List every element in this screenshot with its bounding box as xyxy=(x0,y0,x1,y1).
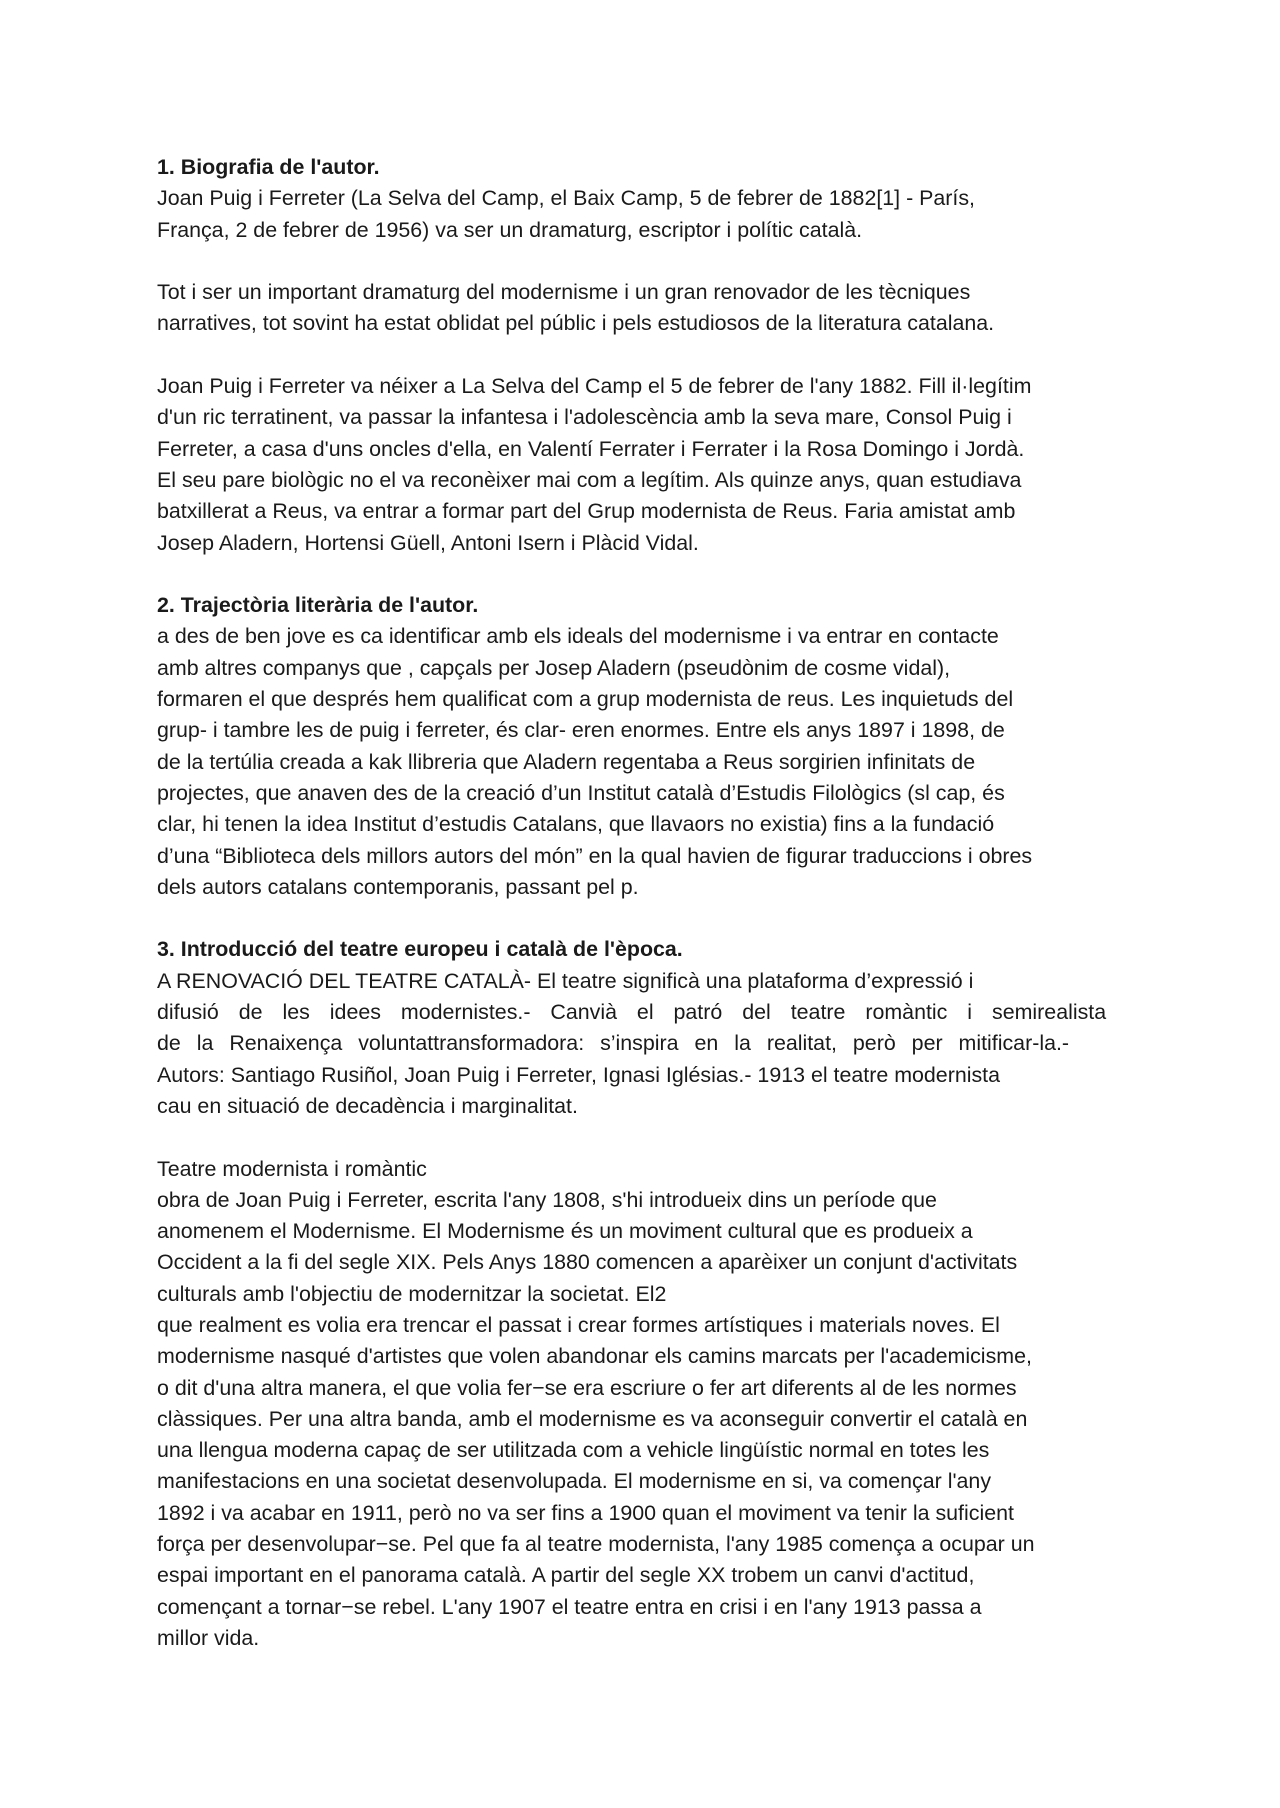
paragraph xyxy=(157,621,1132,903)
text-line: 1892 i va acabar en 1911, però no va ser fins a 1900 quan el moviment va tenir la suficient xyxy=(157,1500,1014,1525)
text-line: modernisme nasqué d'artistes que volen abandonar els camins marcats per l'academicisme, xyxy=(157,1344,1032,1369)
text-line: batxillerat a Reus, va entrar a formar part del Grup modernista de Reus. Faria amistat amb xyxy=(157,499,1016,524)
text-line: Joan Puig i Ferreter (La Selva del Camp, el Baix Camp, 5 de febrer de 1882[1] - París, xyxy=(157,186,976,211)
text-line: començant a tornar−se rebel. L'any 1907 el teatre entra en crisi i en l'any 1913 passa a xyxy=(157,1594,982,1619)
paragraph xyxy=(157,277,1132,340)
text-line: El seu pare biològic no el va reconèixer mai com a legítim. Als quinze anys, quan estudiava xyxy=(157,467,1022,492)
section-heading: 1. Biografia de l'autor. xyxy=(157,155,380,179)
text-line: que realment es volia era trencar el passat i crear formes artístiques i materials noves. El xyxy=(157,1312,1000,1337)
text-line: cau en situació de decadència i marginalitat. xyxy=(157,1093,578,1118)
text-line: clar, hi tenen la idea Institut d’estudis Catalans, que llavaors no existia) fins a la fundació xyxy=(157,812,995,837)
text-line: projectes, que anaven des de la creació d’un Institut català d’Estudis Filològics (sl cap, és xyxy=(157,780,1005,805)
text-line: A RENOVACIÓ DEL TEATRE CATALÀ- El teatre significà una plataforma d’expressió i xyxy=(157,968,974,993)
section-heading: 2. Trajectòria literària de l'autor. xyxy=(157,593,479,618)
text-line: espai important en el panorama català. A partir del segle XX trobem un canvi d'actitud, xyxy=(157,1563,975,1588)
text-line: de la tertúlia creada a kak llibreria que Aladern regentaba a Reus sorgirien infinitats de xyxy=(157,749,976,774)
text-line: a des de ben jove es ca identificar amb els ideals del modernisme i va entrar en contacte xyxy=(157,624,999,649)
text-line: Occident a la fi del segle XIX. Pels Anys 1880 comencen a aparèixer un conjunt d'activitats xyxy=(157,1250,1018,1275)
text-line: formaren el que després hem qualificat com a grup modernista de reus. Les inquietuds del xyxy=(157,687,1014,712)
text-line: Tot i ser un important dramaturg del modernisme i un gran renovador de les tècniques xyxy=(157,280,971,305)
text-line: narratives, tot sovint ha estat oblidat pel públic i pels estudiosos de la literatura catalana. xyxy=(157,311,995,336)
paragraph xyxy=(157,183,1132,246)
text-line: grup- i tambre les de puig i ferreter, és clar- eren enormes. Entre els anys 1897 i 1898, de xyxy=(157,718,1005,743)
text-line: culturals amb l'objectiu de modernitzar la societat. El2 xyxy=(157,1281,667,1306)
text-line: o dit d'una altra manera, el que volia fer−se era escriure o fer art diferents al de les normes xyxy=(157,1375,1017,1400)
text-line: Ferreter, a casa d'uns oncles d'ella, en Valentí Ferrater i Ferrater i la Rosa Domingo i Jordà. xyxy=(157,436,1025,461)
text-line: d’una “Biblioteca dels millors autors del món” en la qual havien de figurar traduccions i obres xyxy=(157,843,1033,868)
text-line: Joan Puig i Ferreter va néixer a La Selva del Camp el 5 de febrer de l'any 1882. Fill il·legítim xyxy=(157,374,1032,399)
text-line: França, 2 de febrer de 1956) va ser un dramaturg, escriptor i polític català. xyxy=(157,217,863,242)
text-line: de la Renaixença voluntattransformadora: s’inspira en la realitat, però per mitificar-la.- xyxy=(157,1031,1070,1056)
text-line: obra de Joan Puig i Ferreter, escrita l'any 1808, s'hi introdueix dins un període que xyxy=(157,1187,937,1212)
paragraph xyxy=(157,1154,1132,1655)
section-heading: 3. Introducció del teatre europeu i català de l'època. xyxy=(157,937,683,962)
text-line: Teatre modernista i romàntic xyxy=(157,1156,427,1181)
text-line: Autors: Santiago Rusiñol, Joan Puig i Ferreter, Ignasi Iglésias.- 1913 el teatre modernista xyxy=(157,1062,1001,1087)
text-line: Josep Aladern, Hortensi Güell, Antoni Isern i Plàcid Vidal. xyxy=(157,530,699,555)
text-line: clàssiques. Per una altra banda, amb el modernisme es va aconseguir convertir el català en xyxy=(157,1406,1028,1431)
text-line: una llengua moderna capaç de ser utilitzada com a vehicle lingüístic normal en totes les xyxy=(157,1438,990,1463)
text-line: d'un ric terratinent, va passar la infantesa i l'adolescència amb la seva mare, Consol Puig i xyxy=(157,405,1012,430)
text-line: difusió de les idees modernistes.- Canvià el patró del teatre romàntic i semirealista xyxy=(157,1000,1107,1025)
document-page xyxy=(157,152,1132,1654)
paragraph xyxy=(157,966,1132,1122)
text-line: manifestacions en una societat desenvolupada. El modernisme en si, va començar l'any xyxy=(157,1469,992,1494)
text-line: amb altres companys que , capçals per Josep Aladern (pseudònim de cosme vidal), xyxy=(157,655,951,680)
text-line: força per desenvolupar−se. Pel que fa al teatre modernista, l'any 1985 comença a ocupar un xyxy=(157,1532,1035,1557)
paragraph xyxy=(157,371,1132,559)
text-line: dels autors catalans contemporanis, passant pel p. xyxy=(157,874,639,899)
text-line: millor vida. xyxy=(157,1625,260,1650)
text-line: anomenem el Modernisme. El Modernisme és un moviment cultural que es produeix a xyxy=(157,1219,973,1244)
